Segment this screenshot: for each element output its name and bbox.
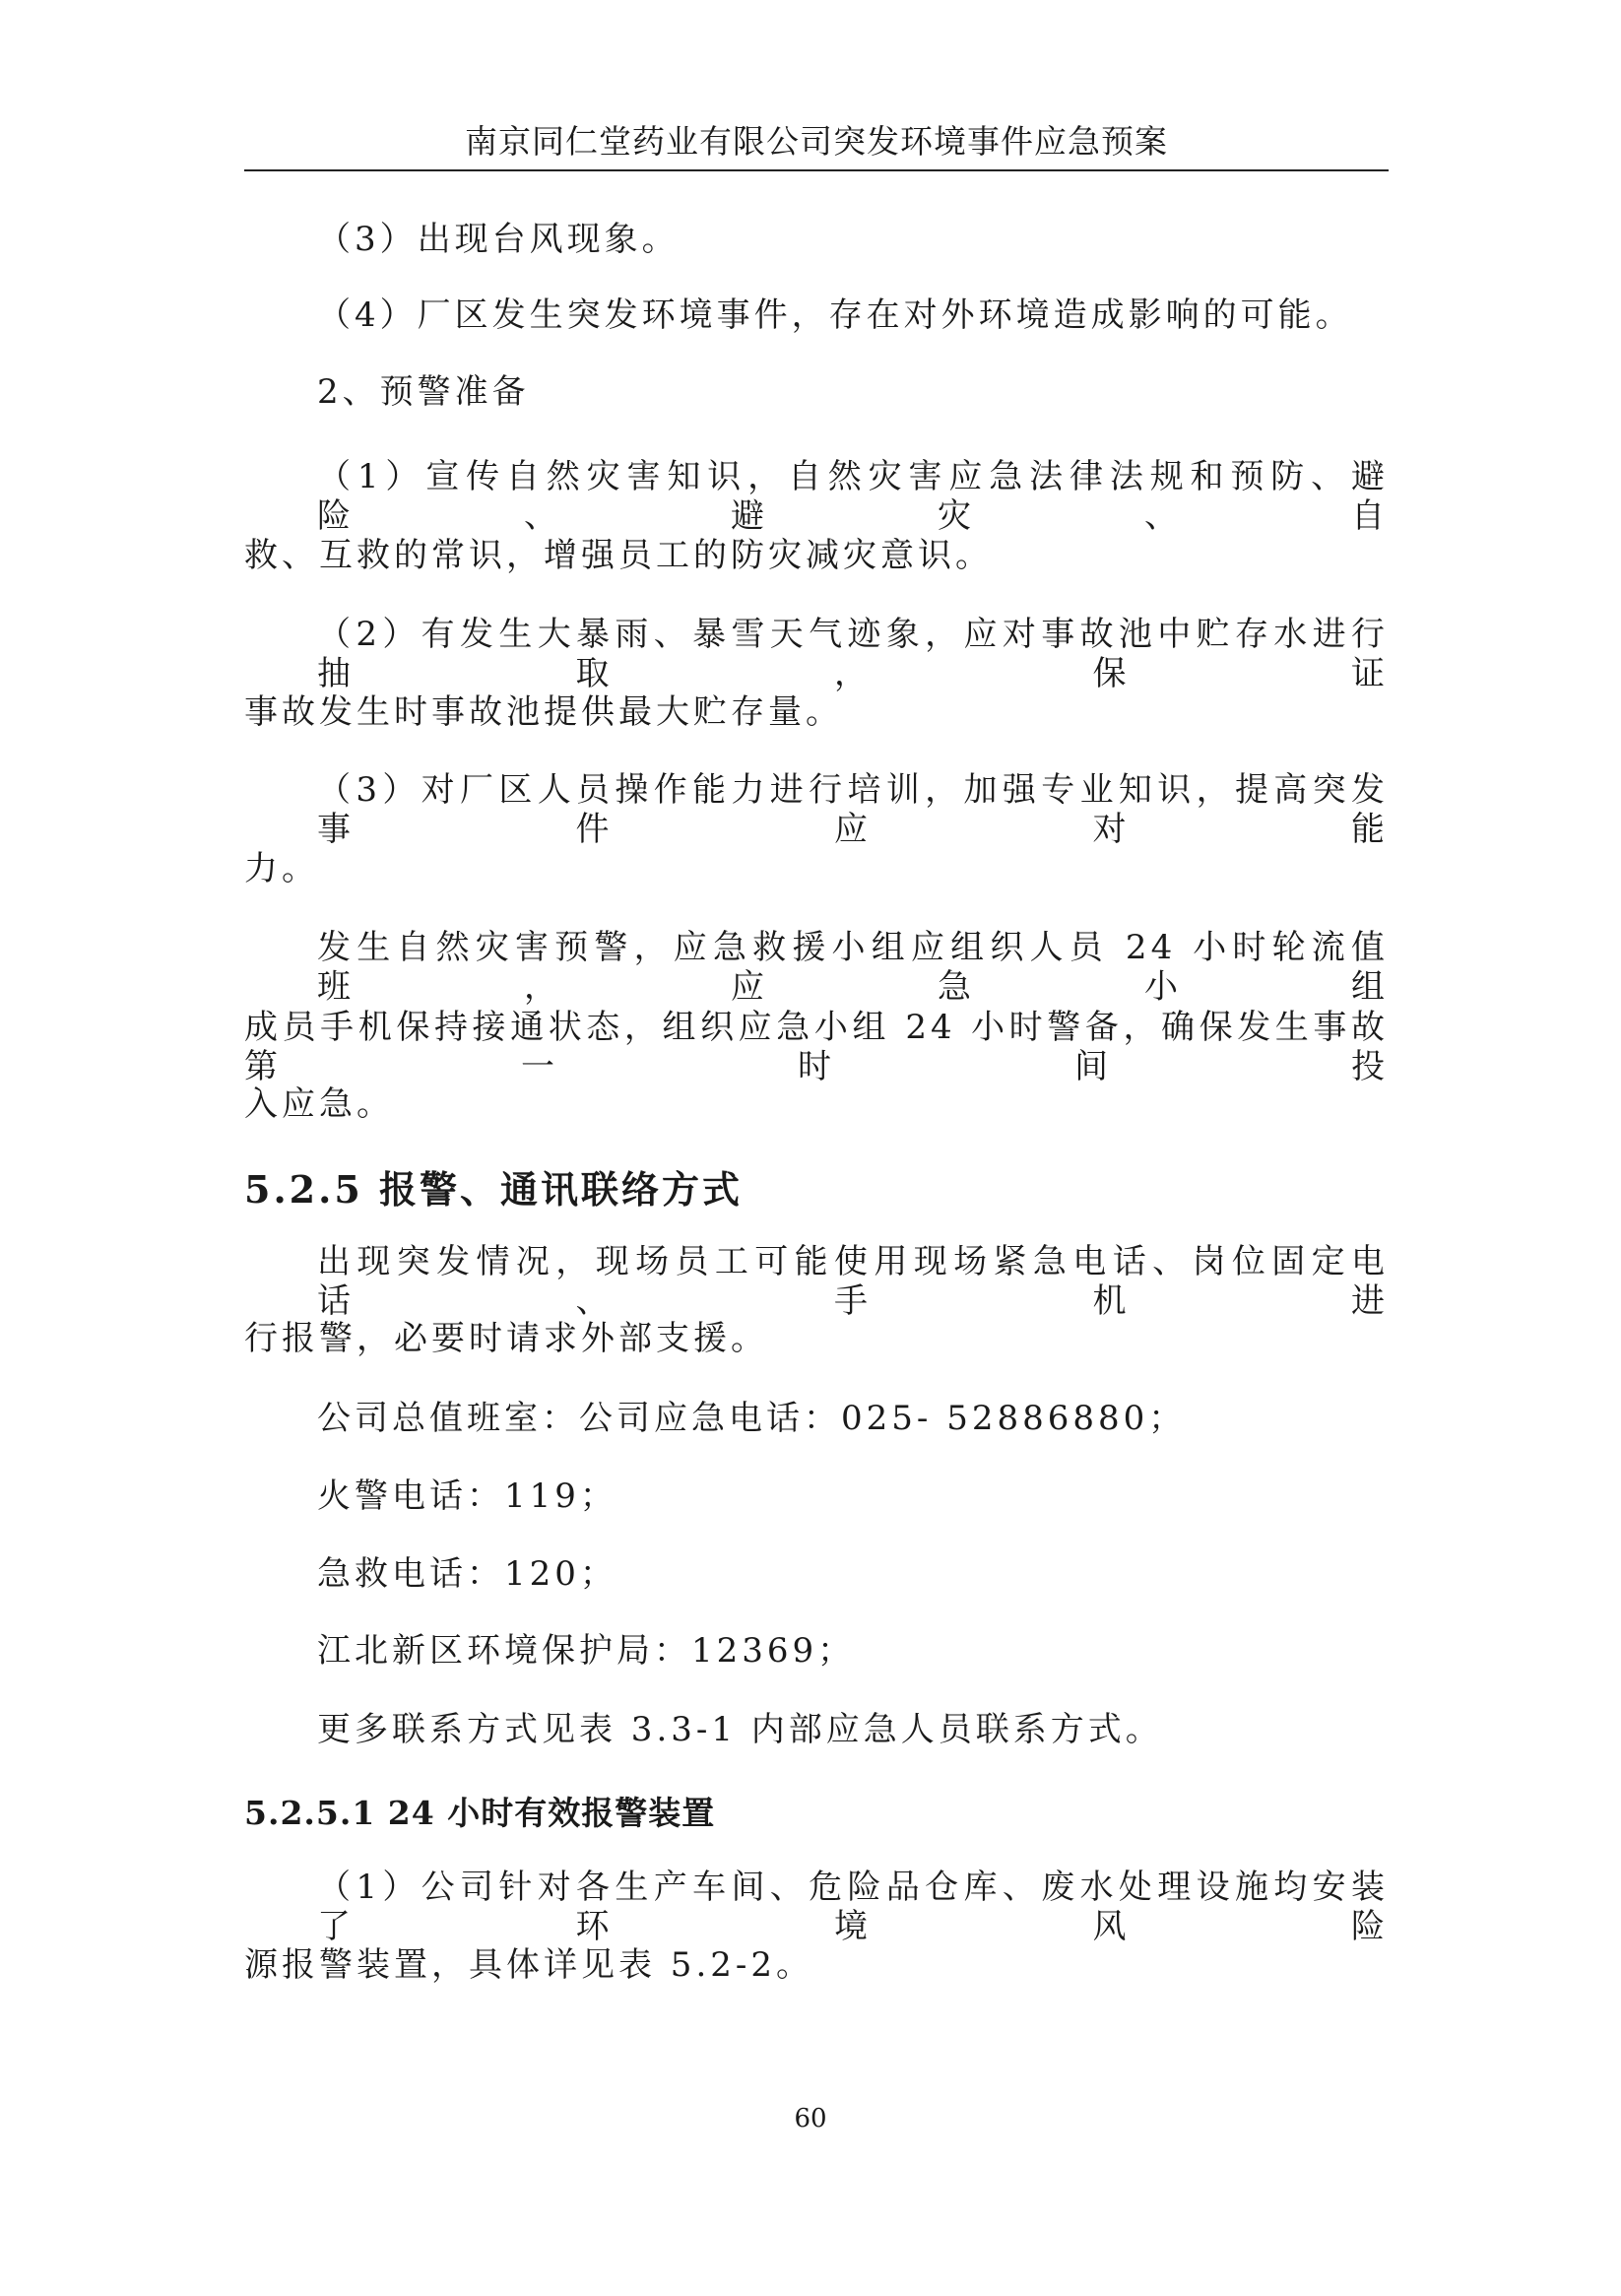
page-header-title: 南京同仁堂药业有限公司突发环境事件应急预案 [465,122,1168,161]
paragraph-line: 成员手机保持接通状态，组织应急小组 24 小时警备，确保发生事故第一时间投 [244,1008,1389,1086]
page-number: 60 [794,2104,827,2133]
section-heading-5-2-5: 5.2.5 报警、通讯联络方式 [244,1167,744,1212]
paragraph-line: 行报警，必要时请求外部支援。 [244,1319,768,1358]
contact-line: 火警电话：119； [317,1476,617,1516]
paragraph-line: 更多联系方式见表 3.3-1 内部应急人员联系方式。 [317,1710,1163,1749]
paragraph-line: （1）宣传自然灾害知识，自然灾害应急法律法规和预防、避险、避灾、自 [317,457,1389,536]
paragraph-line: 2、预警准备 [317,372,530,412]
paragraph-line: 源报警装置，具体详见表 5.2-2。 [244,1945,813,1985]
header-divider [244,169,1389,171]
paragraph-line: 事故发生时事故池提供最大贮存量。 [244,692,843,732]
paragraph-line: （4）厂区发生突发环境事件，存在对外环境造成影响的可能。 [317,295,1353,335]
paragraph-line: 力。 [244,849,319,888]
contact-line: 江北新区环境保护局：12369； [317,1631,856,1671]
paragraph-line: （3）对厂区人员操作能力进行培训，加强专业知识，提高突发事件应对能 [317,770,1389,849]
contact-line: 公司总值班室：公司应急电话：025- 52886880； [317,1399,1187,1438]
paragraph-line: 发生自然灾害预警，应急救援小组应组织人员 24 小时轮流值班，应急小组 [317,928,1389,1007]
paragraph-line: （2）有发生大暴雨、暴雪天气迹象，应对事故池中贮存水进行抽取，保证 [317,615,1389,693]
paragraph-line: 救、互救的常识，增强员工的防灾减灾意识。 [244,536,993,575]
contact-line: 急救电话：120； [317,1554,617,1594]
paragraph-line: （3）出现台风现象。 [317,220,680,259]
section-heading-5-2-5-1: 5.2.5.1 24 小时有效报警装置 [244,1794,716,1832]
paragraph-line: 入应急。 [244,1084,394,1124]
paragraph-line: （1）公司针对各生产车间、危险品仓库、废水处理设施均安装了环境风险 [317,1868,1389,1946]
paragraph-line: 出现突发情况，现场员工可能使用现场紧急电话、岗位固定电话、手机进 [317,1242,1389,1321]
